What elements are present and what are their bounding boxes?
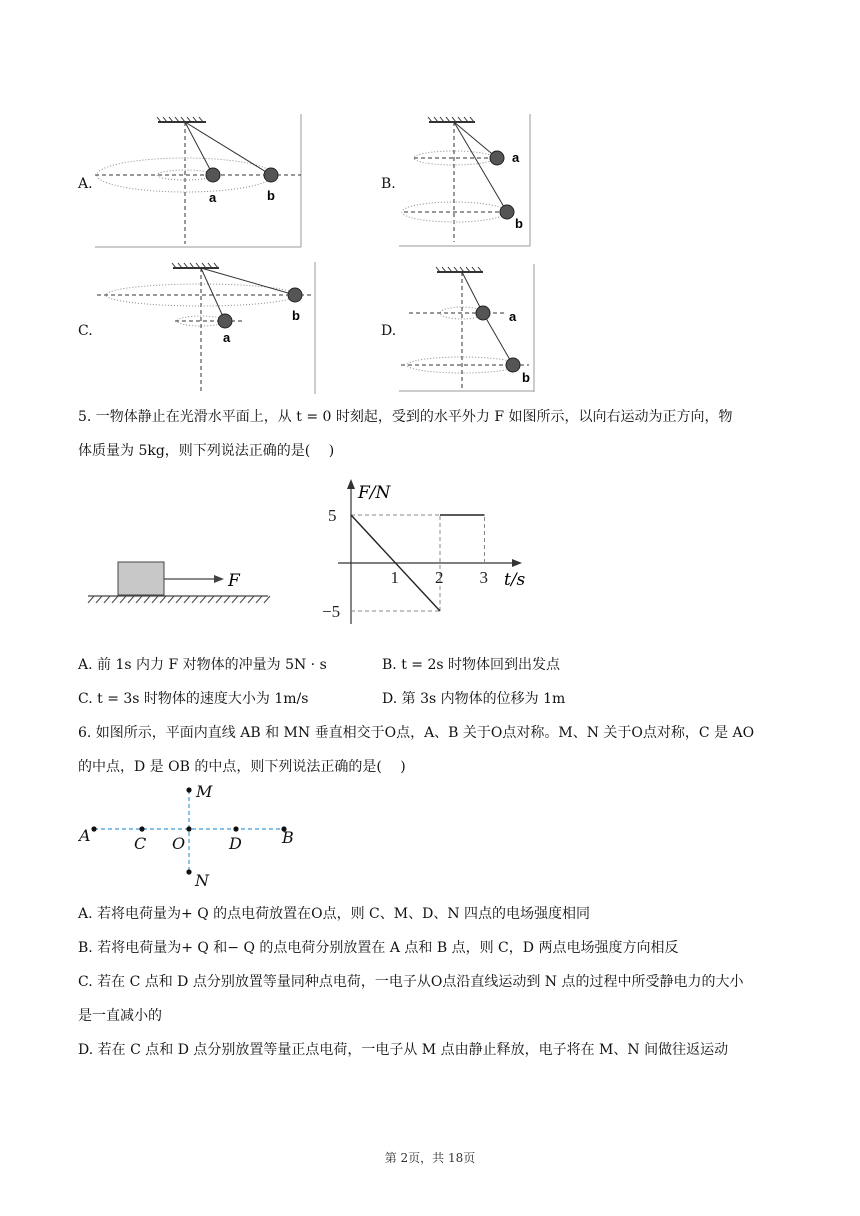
q5-stem-line2: 体质量为 5kg，则下列说法正确的是( )	[78, 443, 335, 459]
ball-a-label: a	[209, 190, 217, 205]
q5-option-d[interactable]: D. 第 3s 内物体的位移为 1m	[382, 691, 566, 707]
q5-option-c[interactable]: C. t = 3s 时物体的速度大小为 1m/s	[78, 691, 309, 707]
point-n-label: N	[195, 871, 209, 890]
ball-b-label: b	[267, 188, 275, 203]
q5-stem-line1: 5. 一物体静止在光滑水平面上，从 t = 0 时刻起，受到的水平外力 F 如图所示，以向右运动为正方向，物	[78, 409, 733, 425]
point-a-label: A	[79, 826, 91, 845]
y-tick-label-1: −5	[322, 602, 341, 621]
y-axis-label: F/N	[358, 483, 391, 503]
q4-option-c-label[interactable]: C.	[78, 323, 93, 339]
pendulum-figure-d	[399, 264, 537, 392]
ball-a-label: a	[223, 330, 231, 345]
pendulum-figure-a	[95, 114, 303, 248]
ball-b-label: b	[522, 370, 530, 385]
force-label: F	[228, 571, 240, 591]
q6-stem-line2: 的中点，D 是 OB 的中点，则下列说法正确的是( )	[78, 759, 406, 775]
q6-option-c-line2[interactable]: 是一直减小的	[78, 1008, 162, 1024]
force-time-chart	[318, 476, 536, 626]
x-tick-label-3: 3	[479, 568, 488, 587]
point-b-label: B	[282, 828, 294, 847]
point-m-label: M	[196, 782, 213, 801]
point-d-label: D	[229, 834, 242, 853]
q4-option-a-label[interactable]: A.	[78, 176, 93, 192]
q6-option-c-line1[interactable]: C. 若在 C 点和 D 点分别放置等量同种点电荷，一电子从O点沿直线运动到 N 点的过程中所受静电力的大小	[78, 974, 744, 990]
q4-option-b-label[interactable]: B.	[381, 176, 396, 192]
q6-option-a[interactable]: A. 若将电荷量为+ Q 的点电荷放置在O点，则 C、M、D、N 四点的电场强度相同	[78, 906, 591, 922]
y-tick-label-0: 5	[328, 506, 337, 525]
page-footer: 第 2页，共 18页	[384, 1151, 476, 1165]
q4-option-d-label[interactable]: D.	[381, 323, 397, 339]
ball-a-label: a	[512, 150, 520, 165]
x-tick-label-2: 2	[435, 568, 444, 587]
pendulum-figure-b	[399, 114, 532, 247]
x-axis-label: t/s	[504, 570, 526, 590]
block-on-surface-figure	[86, 556, 276, 606]
ball-a-label: a	[509, 309, 517, 324]
x-tick-label-1: 1	[390, 568, 399, 587]
q6-stem-line1: 6. 如图所示，平面内直线 AB 和 MN 垂直相交于O点，A、B 关于O点对称。M、N 关于O点对称，C 是 AO	[78, 725, 755, 741]
pendulum-figure-c	[95, 262, 317, 394]
q6-option-b[interactable]: B. 若将电荷量为+ Q 和− Q 的点电荷分别放置在 A 点和 B 点，则 C，D 两点电场强度方向相反	[78, 940, 679, 956]
q6-option-d[interactable]: D. 若在 C 点和 D 点分别放置等量正点电荷，一电子从 M 点由静止释放，电子将在 M、N 间做往返运动	[78, 1042, 729, 1058]
ball-b-label: b	[515, 216, 523, 231]
ball-b-label: b	[292, 308, 300, 323]
q5-option-a[interactable]: A. 前 1s 内力 F 对物体的冲量为 5N · s	[78, 657, 327, 673]
point-o-label: O	[172, 834, 186, 853]
q5-option-b[interactable]: B. t = 2s 时物体回到出发点	[382, 657, 560, 673]
points-line-diagram	[78, 780, 300, 890]
point-c-label: C	[134, 834, 147, 853]
